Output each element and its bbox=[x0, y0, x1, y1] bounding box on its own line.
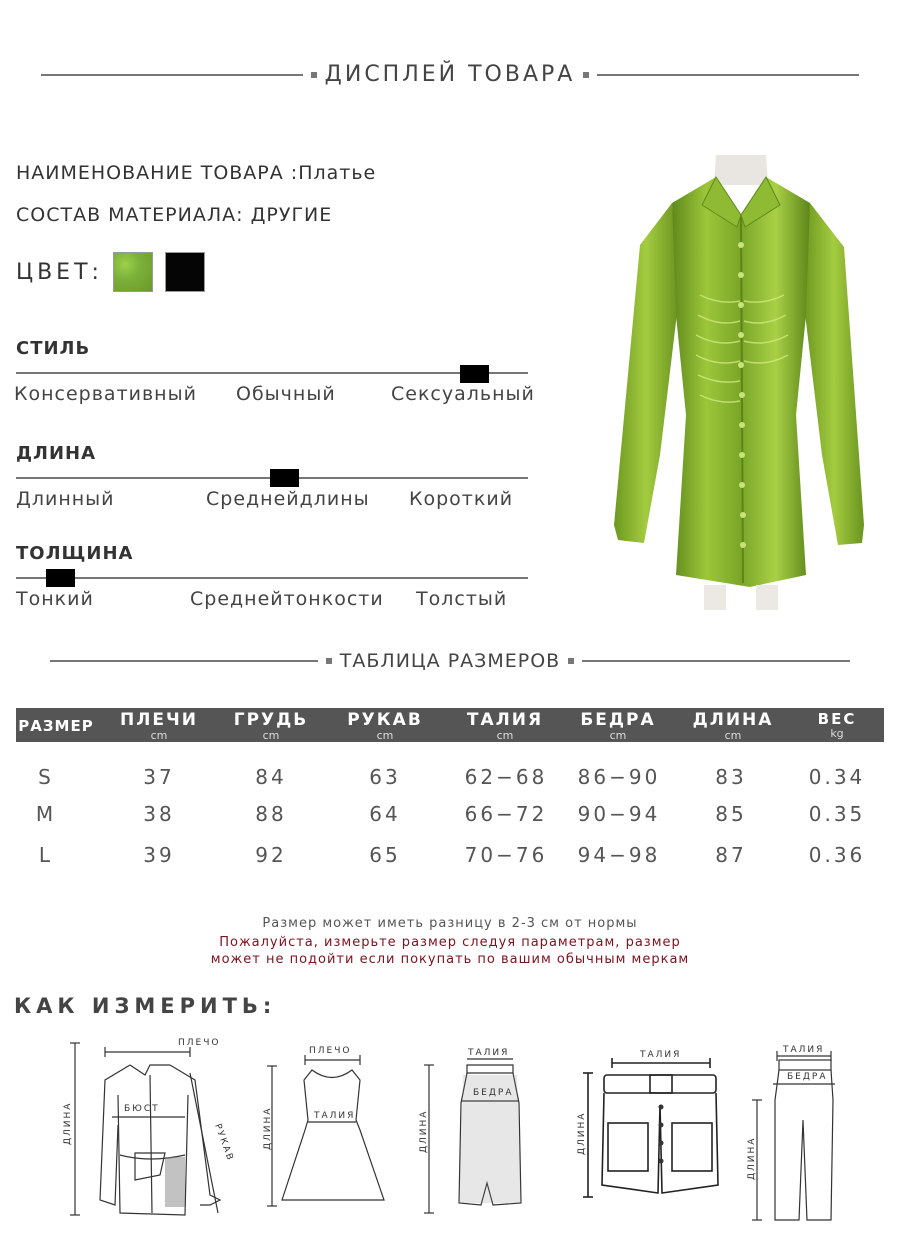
length-scale-title: ДЛИНА bbox=[16, 443, 97, 464]
length-label: ДЛИНА bbox=[419, 1109, 429, 1153]
section-header-size bbox=[0, 650, 900, 672]
thickness-scale-title: ТОЛЩИНА bbox=[16, 543, 134, 564]
cell: 88 bbox=[255, 802, 287, 826]
shorts-measure-diagram bbox=[572, 1045, 732, 1205]
length-label: ДЛИНА bbox=[747, 1136, 757, 1180]
measure-warning-line1: Пожалуйста, измерьте размер следуя параметрам, размер bbox=[219, 935, 681, 950]
table-row bbox=[16, 843, 884, 873]
color-row bbox=[16, 252, 217, 292]
bullet bbox=[326, 658, 332, 664]
cell: 64 bbox=[369, 802, 401, 826]
cell: 65 bbox=[369, 843, 401, 867]
col-label: ВЕС bbox=[817, 710, 857, 728]
size-table-header bbox=[16, 708, 884, 742]
color-swatch-green[interactable] bbox=[113, 252, 153, 292]
thickness-label-thin: Тонкий bbox=[16, 588, 94, 610]
length-label-long: Длинный bbox=[16, 488, 115, 510]
cell: 92 bbox=[255, 843, 287, 867]
waist-label: ТАЛИЯ bbox=[783, 1045, 825, 1055]
col-label: БЕДРА bbox=[580, 710, 656, 730]
cell: 62−68 bbox=[464, 765, 548, 789]
cell: 86−90 bbox=[577, 765, 661, 789]
col-unit: cm bbox=[724, 729, 742, 742]
col-unit: cm bbox=[496, 729, 514, 742]
col-waist bbox=[458, 710, 552, 741]
dress-measure-diagram bbox=[262, 1040, 402, 1215]
col-label: ГРУДЬ bbox=[233, 710, 309, 730]
col-chest bbox=[224, 710, 318, 741]
cell: 87 bbox=[715, 843, 747, 867]
col-hips bbox=[571, 710, 665, 741]
cell: 85 bbox=[715, 802, 747, 826]
col-weight bbox=[790, 710, 884, 739]
col-length bbox=[686, 710, 780, 741]
how-to-measure-title: КАК ИЗМЕРИТЬ: bbox=[14, 994, 277, 1018]
col-unit: cm bbox=[609, 729, 627, 742]
col-unit: cm bbox=[376, 729, 394, 742]
cell: 0.36 bbox=[808, 843, 866, 867]
material-label: СОСТАВ МАТЕРИАЛА: bbox=[16, 204, 244, 226]
style-scale-title: СТИЛЬ bbox=[16, 338, 91, 359]
waist-label: ТАЛИЯ bbox=[640, 1050, 682, 1060]
sleeve-label: РУКАВ bbox=[212, 1122, 236, 1164]
hips-label: БЕДРА bbox=[787, 1072, 828, 1082]
table-row bbox=[16, 802, 884, 832]
length-label: ДЛИНА bbox=[63, 1101, 73, 1145]
measure-warning-line2: может не подойти если покупать по вашим обычным меркам bbox=[210, 952, 690, 967]
shoulder-label: ПЛЕЧО bbox=[178, 1038, 221, 1048]
style-scale-line bbox=[16, 372, 528, 374]
length-label-medium: Среднейдлины bbox=[206, 488, 370, 510]
col-sleeve bbox=[338, 710, 432, 741]
product-name-value: Платье bbox=[298, 162, 377, 184]
cell: M bbox=[35, 802, 57, 826]
col-unit: cm bbox=[262, 729, 280, 742]
shoulder-label: ПЛЕЧО bbox=[309, 1046, 352, 1056]
section-title: ТАБЛИЦА РАЗМЕРОВ bbox=[339, 650, 561, 672]
color-label: ЦВЕТ: bbox=[16, 259, 103, 285]
cell: L bbox=[38, 843, 54, 867]
cell: 66−72 bbox=[464, 802, 548, 826]
hips-label: БЕДРА bbox=[473, 1088, 514, 1098]
color-swatch-black[interactable] bbox=[165, 252, 205, 292]
divider bbox=[597, 74, 859, 76]
col-unit: kg bbox=[830, 727, 844, 740]
length-label-short: Короткий bbox=[409, 488, 514, 510]
style-scale-marker bbox=[460, 365, 489, 383]
divider bbox=[582, 660, 850, 662]
divider bbox=[50, 660, 318, 662]
pants-measure-diagram bbox=[745, 1040, 845, 1225]
length-scale-marker bbox=[270, 469, 299, 487]
cell: 39 bbox=[143, 843, 175, 867]
waist-label: ТАЛИЯ bbox=[468, 1048, 510, 1058]
bullet bbox=[583, 72, 589, 78]
col-size: РАЗМЕР bbox=[18, 717, 94, 735]
thickness-label-thick: Толстый bbox=[416, 588, 508, 610]
product-name-row bbox=[16, 162, 376, 184]
material-row bbox=[16, 204, 332, 226]
cell: 94−98 bbox=[577, 843, 661, 867]
cell: S bbox=[38, 765, 54, 789]
cell: 0.34 bbox=[808, 765, 866, 789]
cell: 38 bbox=[143, 802, 175, 826]
col-label: ПЛЕЧИ bbox=[120, 710, 198, 730]
col-label: ДЛИНА bbox=[692, 710, 774, 730]
style-label-conservative: Консервативный bbox=[14, 383, 197, 405]
col-shoulders bbox=[112, 710, 206, 741]
length-label: ДЛИНА bbox=[263, 1106, 273, 1150]
skirt-measure-diagram bbox=[415, 1043, 535, 1218]
material-value: ДРУГИЕ bbox=[250, 204, 333, 226]
length-label: ДЛИНА bbox=[577, 1111, 587, 1155]
style-label-normal: Обычный bbox=[236, 383, 336, 405]
bullet bbox=[311, 72, 317, 78]
table-row bbox=[16, 765, 884, 795]
cell: 83 bbox=[715, 765, 747, 789]
cell: 63 bbox=[369, 765, 401, 789]
section-title: ДИСПЛЕЙ ТОВАРА bbox=[324, 62, 576, 87]
section-header-display bbox=[0, 62, 900, 87]
col-label: ТАЛИЯ bbox=[466, 710, 544, 730]
divider bbox=[41, 74, 303, 76]
product-name-label: НАИМЕНОВАНИЕ ТОВАРА : bbox=[16, 162, 299, 184]
cell: 90−94 bbox=[577, 802, 661, 826]
cell: 0.35 bbox=[808, 802, 866, 826]
thickness-scale-marker bbox=[46, 569, 75, 587]
thickness-scale-line bbox=[16, 577, 528, 579]
size-note: Размер может иметь разницу в 2-3 см от нормы bbox=[262, 916, 638, 931]
cell: 37 bbox=[143, 765, 175, 789]
col-label: РУКАВ bbox=[347, 710, 423, 730]
cell: 70−76 bbox=[464, 843, 548, 867]
bullet bbox=[568, 658, 574, 664]
waist-label: ТАЛИЯ bbox=[314, 1111, 356, 1121]
shirt-measure-diagram bbox=[60, 1035, 240, 1220]
product-image bbox=[600, 155, 880, 610]
cell: 84 bbox=[255, 765, 287, 789]
col-unit: cm bbox=[150, 729, 168, 742]
thickness-label-medium: Среднейтонкости bbox=[190, 588, 384, 610]
style-label-sexy: Сексуальный bbox=[391, 383, 535, 405]
bust-label: БЮСТ bbox=[124, 1104, 160, 1114]
